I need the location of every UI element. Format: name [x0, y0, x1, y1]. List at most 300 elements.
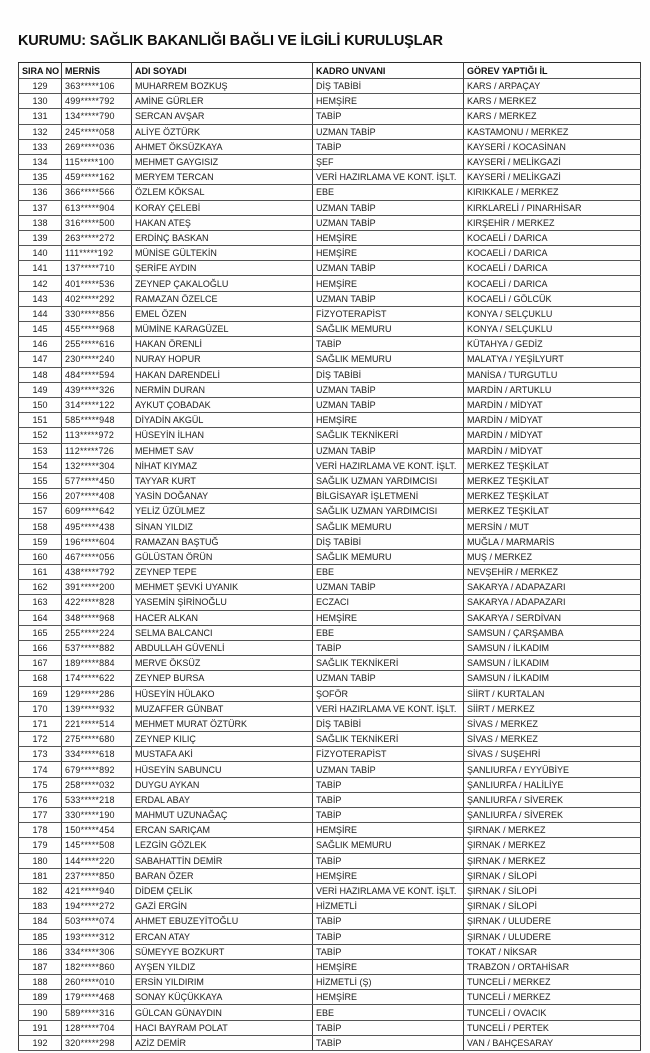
cell-sira-no: 162	[19, 580, 62, 595]
cell-mernis: 189*****884	[62, 656, 132, 671]
cell-kadro-unvani: EBE	[313, 565, 464, 580]
table-row	[19, 519, 641, 534]
cell-kadro-unvani: HEMŞİRE	[313, 230, 464, 245]
cell-adi-soyadi: AZİZ DEMİR	[132, 1035, 313, 1050]
table-row	[19, 397, 641, 412]
cell-adi-soyadi: HACI BAYRAM POLAT	[132, 1020, 313, 1035]
cell-kadro-unvani: UZMAN TABİP	[313, 200, 464, 215]
cell-mernis: 537*****882	[62, 640, 132, 655]
cell-mernis: 422*****828	[62, 595, 132, 610]
cell-sira-no: 146	[19, 337, 62, 352]
cell-sira-no: 169	[19, 686, 62, 701]
cell-kadro-unvani: EBE	[313, 1005, 464, 1020]
cell-kadro-unvani: HEMŞİRE	[313, 959, 464, 974]
cell-sira-no: 134	[19, 154, 62, 169]
table-row	[19, 747, 641, 762]
cell-mernis: 316*****500	[62, 215, 132, 230]
cell-mernis: 111*****192	[62, 246, 132, 261]
cell-gorev-ili: ŞIRNAK / ULUDERE	[464, 929, 641, 944]
cell-sira-no: 183	[19, 899, 62, 914]
cell-adi-soyadi: HACER ALKAN	[132, 610, 313, 625]
cell-sira-no: 138	[19, 215, 62, 230]
cell-adi-soyadi: EMEL ÖZEN	[132, 306, 313, 321]
cell-adi-soyadi: ERCAN SARIÇAM	[132, 823, 313, 838]
cell-kadro-unvani: VERİ HAZIRLAMA VE KONT. İŞLT.	[313, 170, 464, 185]
table-row	[19, 382, 641, 397]
table-row	[19, 990, 641, 1005]
cell-gorev-ili: ŞIRNAK / SİLOPİ	[464, 883, 641, 898]
table-row	[19, 610, 641, 625]
cell-sira-no: 163	[19, 595, 62, 610]
cell-gorev-ili: SİVAS / MERKEZ	[464, 732, 641, 747]
cell-sira-no: 155	[19, 473, 62, 488]
cell-mernis: 112*****726	[62, 443, 132, 458]
cell-mernis: 139*****932	[62, 701, 132, 716]
cell-kadro-unvani: DİŞ TABİBİ	[313, 79, 464, 94]
cell-kadro-unvani: HİZMETLİ (Ş)	[313, 975, 464, 990]
table-row	[19, 200, 641, 215]
cell-sira-no: 153	[19, 443, 62, 458]
cell-sira-no: 184	[19, 914, 62, 929]
cell-mernis: 589*****316	[62, 1005, 132, 1020]
table-row	[19, 823, 641, 838]
cell-mernis: 150*****454	[62, 823, 132, 838]
table-row	[19, 276, 641, 291]
cell-adi-soyadi: SERCAN AVŞAR	[132, 109, 313, 124]
cell-kadro-unvani: SAĞLIK MEMURU	[313, 519, 464, 534]
cell-sira-no: 133	[19, 139, 62, 154]
cell-sira-no: 187	[19, 959, 62, 974]
cell-kadro-unvani: TABİP	[313, 792, 464, 807]
cell-mernis: 495*****438	[62, 519, 132, 534]
cell-kadro-unvani: TABİP	[313, 640, 464, 655]
cell-adi-soyadi: HAKAN DARENDELİ	[132, 367, 313, 382]
cell-gorev-ili: ŞIRNAK / SİLOPİ	[464, 899, 641, 914]
cell-kadro-unvani: EBE	[313, 625, 464, 640]
table-row	[19, 625, 641, 640]
cell-kadro-unvani: SAĞLIK UZMAN YARDIMCISI	[313, 473, 464, 488]
cell-gorev-ili: SAMSUN / İLKADIM	[464, 640, 641, 655]
cell-gorev-ili: ŞANLIURFA / HALİLİYE	[464, 777, 641, 792]
cell-gorev-ili: SİİRT / MERKEZ	[464, 701, 641, 716]
cell-adi-soyadi: MUSTAFA AKİ	[132, 747, 313, 762]
cell-sira-no: 191	[19, 1020, 62, 1035]
cell-sira-no: 168	[19, 671, 62, 686]
cell-mernis: 577*****450	[62, 473, 132, 488]
cell-gorev-ili: KARS / MERKEZ	[464, 94, 641, 109]
cell-kadro-unvani: SAĞLIK TEKNİKERİ	[313, 428, 464, 443]
cell-mernis: 193*****312	[62, 929, 132, 944]
cell-gorev-ili: MARDİN / MİDYAT	[464, 413, 641, 428]
cell-gorev-ili: NEVŞEHİR / MERKEZ	[464, 565, 641, 580]
cell-sira-no: 160	[19, 549, 62, 564]
cell-gorev-ili: ŞANLIURFA / SİVEREK	[464, 808, 641, 823]
table-row	[19, 777, 641, 792]
cell-gorev-ili: TUNCELİ / MERKEZ	[464, 975, 641, 990]
cell-gorev-ili: ŞIRNAK / MERKEZ	[464, 823, 641, 838]
cell-kadro-unvani: VERİ HAZIRLAMA VE KONT. İŞLT.	[313, 883, 464, 898]
cell-sira-no: 150	[19, 397, 62, 412]
cell-adi-soyadi: TAYYAR KURT	[132, 473, 313, 488]
cell-sira-no: 131	[19, 109, 62, 124]
cell-sira-no: 161	[19, 565, 62, 580]
table-row	[19, 595, 641, 610]
cell-sira-no: 152	[19, 428, 62, 443]
cell-gorev-ili: SİİRT / KURTALAN	[464, 686, 641, 701]
cell-adi-soyadi: SONAY KÜÇÜKKAYA	[132, 990, 313, 1005]
cell-kadro-unvani: VERİ HAZIRLAMA VE KONT. İŞLT.	[313, 458, 464, 473]
cell-kadro-unvani: TABİP	[313, 337, 464, 352]
table-row	[19, 716, 641, 731]
cell-sira-no: 147	[19, 352, 62, 367]
cell-mernis: 245*****058	[62, 124, 132, 139]
cell-kadro-unvani: UZMAN TABİP	[313, 382, 464, 397]
cell-mernis: 439*****326	[62, 382, 132, 397]
cell-mernis: 275*****680	[62, 732, 132, 747]
cell-adi-soyadi: MEHMET SAV	[132, 443, 313, 458]
cell-mernis: 401*****536	[62, 276, 132, 291]
cell-sira-no: 176	[19, 792, 62, 807]
table-row	[19, 473, 641, 488]
cell-gorev-ili: TUNCELİ / PERTEK	[464, 1020, 641, 1035]
cell-adi-soyadi: MÜNİSE GÜLTEKİN	[132, 246, 313, 261]
table-row	[19, 959, 641, 974]
cell-mernis: 221*****514	[62, 716, 132, 731]
table-row	[19, 686, 641, 701]
cell-kadro-unvani: ŞOFÖR	[313, 686, 464, 701]
cell-adi-soyadi: DİDEM ÇELİK	[132, 883, 313, 898]
cell-mernis: 194*****272	[62, 899, 132, 914]
cell-mernis: 260*****010	[62, 975, 132, 990]
cell-gorev-ili: SAKARYA / SERDİVAN	[464, 610, 641, 625]
table-row	[19, 549, 641, 564]
cell-sira-no: 130	[19, 94, 62, 109]
table-row	[19, 914, 641, 929]
cell-kadro-unvani: EBE	[313, 185, 464, 200]
cell-mernis: 467*****056	[62, 549, 132, 564]
table-row	[19, 671, 641, 686]
cell-adi-soyadi: HÜSEYİN HÜLAKO	[132, 686, 313, 701]
cell-gorev-ili: KOCAELİ / GÖLCÜK	[464, 291, 641, 306]
col-header-sira-no: SIRA NO	[19, 63, 62, 79]
cell-adi-soyadi: GAZİ ERGİN	[132, 899, 313, 914]
cell-mernis: 421*****940	[62, 883, 132, 898]
cell-gorev-ili: ŞANLIURFA / SİVEREK	[464, 792, 641, 807]
table-row	[19, 458, 641, 473]
cell-mernis: 320*****298	[62, 1035, 132, 1050]
cell-adi-soyadi: AMİNE GÜRLER	[132, 94, 313, 109]
cell-gorev-ili: MANİSA / TURGUTLU	[464, 367, 641, 382]
cell-gorev-ili: KAYSERİ / KOCASİNAN	[464, 139, 641, 154]
table-row	[19, 534, 641, 549]
cell-sira-no: 177	[19, 808, 62, 823]
cell-adi-soyadi: ÖZLEM KÖKSAL	[132, 185, 313, 200]
cell-sira-no: 173	[19, 747, 62, 762]
cell-gorev-ili: KONYA / SELÇUKLU	[464, 306, 641, 321]
cell-kadro-unvani: BİLGİSAYAR İŞLETMENİ	[313, 489, 464, 504]
cell-adi-soyadi: MÜMİNE KARAGÜZEL	[132, 322, 313, 337]
cell-adi-soyadi: DUYGU AYKAN	[132, 777, 313, 792]
cell-mernis: 533*****218	[62, 792, 132, 807]
cell-mernis: 255*****616	[62, 337, 132, 352]
cell-mernis: 330*****856	[62, 306, 132, 321]
cell-sira-no: 175	[19, 777, 62, 792]
cell-mernis: 459*****162	[62, 170, 132, 185]
cell-mernis: 230*****240	[62, 352, 132, 367]
cell-kadro-unvani: UZMAN TABİP	[313, 671, 464, 686]
cell-sira-no: 172	[19, 732, 62, 747]
cell-gorev-ili: MERKEZ TEŞKİLAT	[464, 473, 641, 488]
cell-kadro-unvani: SAĞLIK MEMURU	[313, 352, 464, 367]
cell-sira-no: 188	[19, 975, 62, 990]
cell-adi-soyadi: AYKUT ÇOBADAK	[132, 397, 313, 412]
cell-mernis: 145*****508	[62, 838, 132, 853]
cell-gorev-ili: MERSİN / MUT	[464, 519, 641, 534]
table-row	[19, 94, 641, 109]
cell-sira-no: 167	[19, 656, 62, 671]
cell-sira-no: 148	[19, 367, 62, 382]
table-row	[19, 291, 641, 306]
cell-adi-soyadi: SABAHATTİN DEMİR	[132, 853, 313, 868]
cell-gorev-ili: KIRKLARELİ / PINARHİSAR	[464, 200, 641, 215]
cell-gorev-ili: SAMSUN / ÇARŞAMBA	[464, 625, 641, 640]
cell-adi-soyadi: YELİZ ÜZÜLMEZ	[132, 504, 313, 519]
cell-kadro-unvani: HEMŞİRE	[313, 413, 464, 428]
cell-gorev-ili: KOCAELİ / DARICA	[464, 246, 641, 261]
cell-sira-no: 149	[19, 382, 62, 397]
table-row	[19, 701, 641, 716]
cell-mernis: 255*****224	[62, 625, 132, 640]
cell-gorev-ili: MERKEZ TEŞKİLAT	[464, 504, 641, 519]
table-row	[19, 565, 641, 580]
cell-kadro-unvani: UZMAN TABİP	[313, 762, 464, 777]
cell-adi-soyadi: ZEYNEP KILIÇ	[132, 732, 313, 747]
cell-sira-no: 137	[19, 200, 62, 215]
col-header-mernis: MERNİS	[62, 63, 132, 79]
cell-adi-soyadi: AYŞEN YILDIZ	[132, 959, 313, 974]
cell-mernis: 137*****710	[62, 261, 132, 276]
table-row	[19, 443, 641, 458]
cell-adi-soyadi: MEHMET ŞEVKİ UYANIK	[132, 580, 313, 595]
cell-kadro-unvani: TABİP	[313, 944, 464, 959]
table-row	[19, 944, 641, 959]
cell-kadro-unvani: HEMŞİRE	[313, 246, 464, 261]
table-row	[19, 899, 641, 914]
cell-adi-soyadi: ZEYNEP ÇAKALOĞLU	[132, 276, 313, 291]
cell-sira-no: 164	[19, 610, 62, 625]
table-row	[19, 792, 641, 807]
cell-adi-soyadi: LEZGİN GÖZLEK	[132, 838, 313, 853]
cell-kadro-unvani: TABİP	[313, 1020, 464, 1035]
cell-sira-no: 178	[19, 823, 62, 838]
cell-sira-no: 170	[19, 701, 62, 716]
table-row	[19, 929, 641, 944]
cell-sira-no: 180	[19, 853, 62, 868]
cell-gorev-ili: ŞIRNAK / MERKEZ	[464, 838, 641, 853]
cell-mernis: 174*****622	[62, 671, 132, 686]
cell-mernis: 132*****304	[62, 458, 132, 473]
cell-kadro-unvani: SAĞLIK UZMAN YARDIMCISI	[313, 504, 464, 519]
cell-kadro-unvani: TABİP	[313, 1035, 464, 1050]
cell-gorev-ili: MUŞ / MERKEZ	[464, 549, 641, 564]
cell-mernis: 503*****074	[62, 914, 132, 929]
cell-kadro-unvani: ECZACI	[313, 595, 464, 610]
cell-mernis: 363*****106	[62, 79, 132, 94]
cell-adi-soyadi: ZEYNEP TEPE	[132, 565, 313, 580]
table-row	[19, 79, 641, 94]
cell-gorev-ili: MUĞLA / MARMARİS	[464, 534, 641, 549]
cell-mernis: 679*****892	[62, 762, 132, 777]
cell-adi-soyadi: MUZAFFER GÜNBAT	[132, 701, 313, 716]
cell-adi-soyadi: MEHMET GAYGISIZ	[132, 154, 313, 169]
cell-kadro-unvani: HEMŞİRE	[313, 94, 464, 109]
table-row	[19, 732, 641, 747]
cell-gorev-ili: KIRŞEHİR / MERKEZ	[464, 215, 641, 230]
cell-adi-soyadi: MAHMUT UZUNAĞAÇ	[132, 808, 313, 823]
cell-sira-no: 171	[19, 716, 62, 731]
cell-mernis: 366*****566	[62, 185, 132, 200]
cell-adi-soyadi: ERSİN YILDIRIM	[132, 975, 313, 990]
table-row	[19, 109, 641, 124]
cell-sira-no: 158	[19, 519, 62, 534]
table-row	[19, 124, 641, 139]
cell-kadro-unvani: UZMAN TABİP	[313, 215, 464, 230]
cell-sira-no: 165	[19, 625, 62, 640]
table-body	[19, 79, 641, 1051]
cell-kadro-unvani: SAĞLIK MEMURU	[313, 838, 464, 853]
cell-kadro-unvani: TABİP	[313, 808, 464, 823]
table-row	[19, 413, 641, 428]
cell-adi-soyadi: AHMET ÖKSÜZKAYA	[132, 139, 313, 154]
cell-gorev-ili: ŞIRNAK / MERKEZ	[464, 853, 641, 868]
cell-kadro-unvani: UZMAN TABİP	[313, 261, 464, 276]
cell-gorev-ili: MERKEZ TEŞKİLAT	[464, 458, 641, 473]
table-row	[19, 322, 641, 337]
cell-adi-soyadi: ERCAN ATAY	[132, 929, 313, 944]
cell-gorev-ili: SAMSUN / İLKADIM	[464, 671, 641, 686]
cell-sira-no: 145	[19, 322, 62, 337]
cell-mernis: 609*****642	[62, 504, 132, 519]
table-row	[19, 868, 641, 883]
table-row	[19, 640, 641, 655]
cell-sira-no: 166	[19, 640, 62, 655]
table-row	[19, 139, 641, 154]
cell-adi-soyadi: HAKAN ATEŞ	[132, 215, 313, 230]
cell-mernis: 182*****860	[62, 959, 132, 974]
cell-gorev-ili: KASTAMONU / MERKEZ	[464, 124, 641, 139]
cell-sira-no: 154	[19, 458, 62, 473]
page-title: KURUMU: SAĞLIK BAKANLIĞI BAĞLI VE İLGİLİ KURULUŞLAR	[18, 33, 443, 49]
cell-sira-no: 190	[19, 1005, 62, 1020]
cell-adi-soyadi: MEHMET MURAT ÖZTÜRK	[132, 716, 313, 731]
table-row	[19, 246, 641, 261]
cell-adi-soyadi: RAMAZAN BAŞTUĞ	[132, 534, 313, 549]
table-row	[19, 230, 641, 245]
table-row	[19, 1035, 641, 1050]
table-row	[19, 185, 641, 200]
cell-gorev-ili: MERKEZ TEŞKİLAT	[464, 489, 641, 504]
cell-mernis: 207*****408	[62, 489, 132, 504]
cell-sira-no: 189	[19, 990, 62, 1005]
cell-sira-no: 157	[19, 504, 62, 519]
cell-gorev-ili: ŞIRNAK / ULUDERE	[464, 914, 641, 929]
cell-mernis: 115*****100	[62, 154, 132, 169]
cell-mernis: 484*****594	[62, 367, 132, 382]
cell-gorev-ili: MARDİN / MİDYAT	[464, 397, 641, 412]
cell-adi-soyadi: GÜLÜSTAN ÖRÜN	[132, 549, 313, 564]
cell-gorev-ili: ŞIRNAK / SİLOPİ	[464, 868, 641, 883]
table-row	[19, 337, 641, 352]
cell-sira-no: 185	[19, 929, 62, 944]
table-row	[19, 367, 641, 382]
cell-adi-soyadi: NERMİN DURAN	[132, 382, 313, 397]
cell-sira-no: 181	[19, 868, 62, 883]
cell-kadro-unvani: FİZYOTERAPİST	[313, 747, 464, 762]
cell-adi-soyadi: YASEMİN ŞİRİNOĞLU	[132, 595, 313, 610]
cell-mernis: 179*****468	[62, 990, 132, 1005]
table-row	[19, 352, 641, 367]
cell-kadro-unvani: VERİ HAZIRLAMA VE KONT. İŞLT.	[313, 701, 464, 716]
cell-adi-soyadi: MERVE ÖKSÜZ	[132, 656, 313, 671]
cell-mernis: 314*****122	[62, 397, 132, 412]
cell-mernis: 348*****968	[62, 610, 132, 625]
cell-kadro-unvani: UZMAN TABİP	[313, 443, 464, 458]
col-header-adi-soyadi: ADI SOYADI	[132, 63, 313, 79]
table-row	[19, 1005, 641, 1020]
cell-gorev-ili: KONYA / SELÇUKLU	[464, 322, 641, 337]
cell-gorev-ili: SAMSUN / İLKADIM	[464, 656, 641, 671]
table-row	[19, 428, 641, 443]
cell-gorev-ili: KARS / ARPAÇAY	[464, 79, 641, 94]
table-row	[19, 306, 641, 321]
cell-kadro-unvani: HEMŞİRE	[313, 276, 464, 291]
cell-sira-no: 140	[19, 246, 62, 261]
cell-kadro-unvani: HİZMETLİ	[313, 899, 464, 914]
cell-adi-soyadi: GÜLCAN GÜNAYDIN	[132, 1005, 313, 1020]
table-row	[19, 489, 641, 504]
table-row	[19, 762, 641, 777]
cell-gorev-ili: TOKAT / NİKSAR	[464, 944, 641, 959]
cell-kadro-unvani: UZMAN TABİP	[313, 124, 464, 139]
cell-sira-no: 156	[19, 489, 62, 504]
cell-kadro-unvani: UZMAN TABİP	[313, 291, 464, 306]
cell-gorev-ili: MARDİN / ARTUKLU	[464, 382, 641, 397]
table-row	[19, 215, 641, 230]
cell-sira-no: 159	[19, 534, 62, 549]
cell-sira-no: 151	[19, 413, 62, 428]
cell-mernis: 402*****292	[62, 291, 132, 306]
cell-sira-no: 179	[19, 838, 62, 853]
cell-adi-soyadi: AHMET EBUZEYİTOĞLU	[132, 914, 313, 929]
table-row	[19, 838, 641, 853]
cell-kadro-unvani: SAĞLIK TEKNİKERİ	[313, 656, 464, 671]
cell-adi-soyadi: DİYADİN AKGÜL	[132, 413, 313, 428]
cell-sira-no: 143	[19, 291, 62, 306]
cell-mernis: 334*****618	[62, 747, 132, 762]
cell-sira-no: 192	[19, 1035, 62, 1050]
cell-gorev-ili: KARS / MERKEZ	[464, 109, 641, 124]
cell-adi-soyadi: MERYEM TERCAN	[132, 170, 313, 185]
cell-mernis: 499*****792	[62, 94, 132, 109]
cell-kadro-unvani: HEMŞİRE	[313, 990, 464, 1005]
cell-sira-no: 142	[19, 276, 62, 291]
cell-sira-no: 139	[19, 230, 62, 245]
cell-sira-no: 141	[19, 261, 62, 276]
cell-adi-soyadi: HÜSEYİN İLHAN	[132, 428, 313, 443]
cell-kadro-unvani: SAĞLIK MEMURU	[313, 549, 464, 564]
cell-gorev-ili: TUNCELİ / OVACIK	[464, 1005, 641, 1020]
cell-kadro-unvani: DİŞ TABİBİ	[313, 716, 464, 731]
